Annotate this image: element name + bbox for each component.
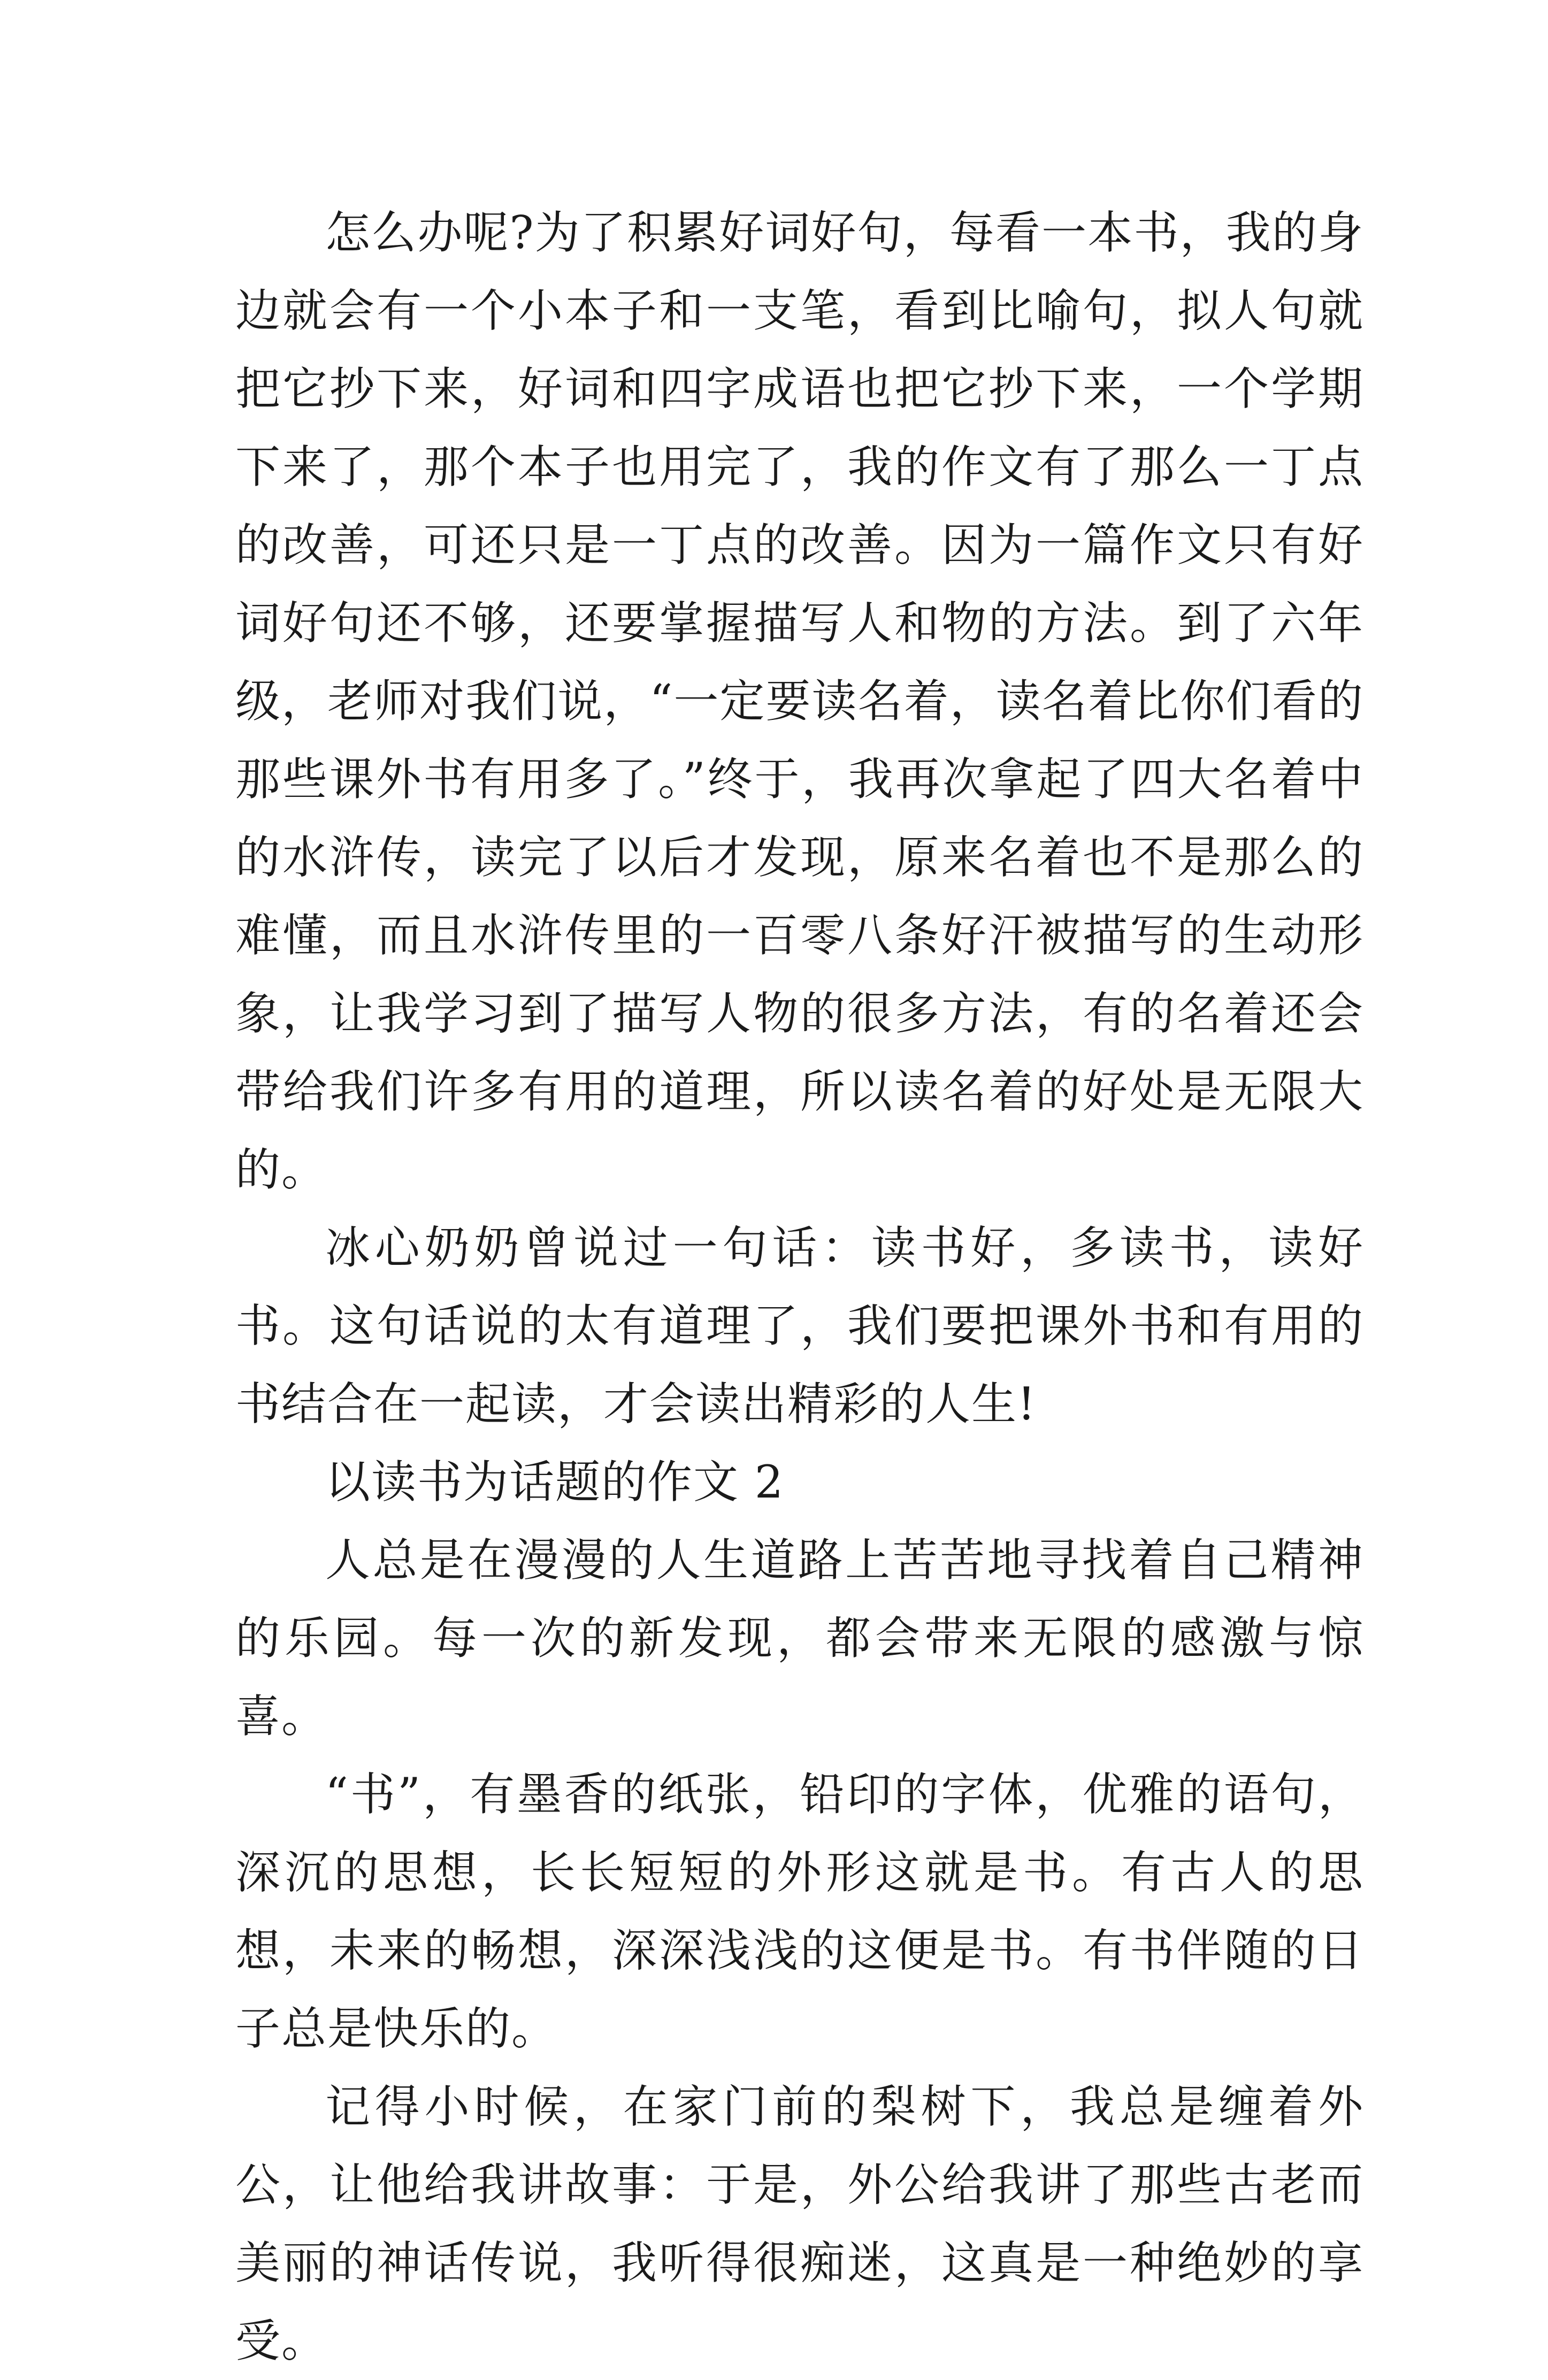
paragraph-3: 人总是在漫漫的人生道路上苦苦地寻找着自己精神的乐园。每一次的新发现，都会带来无限的感激与惊喜。 bbox=[235, 1534, 1364, 1742]
paragraph-4: “书”，有墨香的纸张，铅印的字体，优雅的语句，深沉的思想，长长短短的外形这就是书。有古人的思想，未来的畅想，深深浅浅的这便是书。有书伴随的日子总是快乐的。 bbox=[235, 1768, 1364, 2055]
paragraph-1: 怎么办呢?为了积累好词好句，每看一本书，我的身边就会有一个小本子和一支笔，看到比喻句，拟人句就把它抄下来，好词和四字成语也把它抄下来，一个学期下来了，那个本子也用完了，我的作文有了那么一丁点的改善，可还只是一丁点的改善。因为一篇作文只有好词好句还不够，还要掌握描写人和物的方法。到了六年级，老师对我们说，“一定要读名着，读名着比你们看的那些课外书有用多了。”终于，我再次拿起了四大名着中的水浒传，读完了以后才发现，原来名着也不是那么的难懂，而且水浒传里的一百零八条好汗被描写的生动形象，让我学习到了描写人物的很多方法，有的名着还会带给我们许多有用的道理，所以读名着的好处是无限大的。 bbox=[235, 206, 1364, 1196]
section-title: 以读书为话题的作文 2 bbox=[325, 1456, 785, 1508]
paragraph-2: 冰心奶奶曾说过一句话：读书好，多读书，读好书。这句话说的太有道理了，我们要把课外书和有用的书结合在一起读，才会读出精彩的人生! bbox=[235, 1222, 1364, 1430]
paragraph-5: 记得小时候，在家门前的梨树下，我总是缠着外公，让他给我讲故事：于是，外公给我讲了那些古老而美丽的神话传说，我听得很痴迷，这真是一种绝妙的享受。 bbox=[235, 2080, 1364, 2367]
document-body bbox=[235, 194, 1364, 2380]
